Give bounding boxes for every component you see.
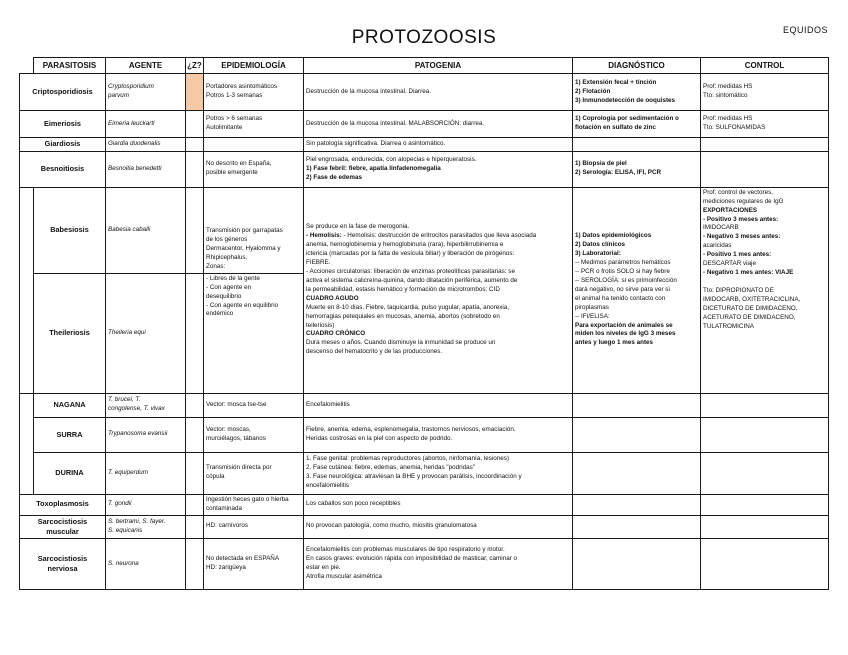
pathogenesis-cell: Encefalomielitis con problemas musculares de tipo respiratorio y motor. En casos graves: evolución rápida con imposibilidad de masticar, caminar o estar en pie. Atrofia muscular asimétrica (304, 539, 573, 590)
zoonosis-cell (186, 273, 204, 393)
control-cell: Prof: control de vectores, mediciones regulares de IgG EXPORTACIONES - Positivo 3 meses antes: IMIDOCARB - Negativo 3 meses antes: acaricidas - Positivo 1 mes antes: DESCARTAR viaje - Negativo 1 mes antes: VIAJE Tto: DIPROPIONATO DE IMIDOCARB, OXITETRACICLINA, DICETURATO DE DIMIDACENO, ACETURATO DE DIMIDACENO, TULATROMICINA (701, 187, 829, 393)
epidemiology-cell: Potros > 6 semanas Autolimitante (204, 111, 304, 138)
control-cell (701, 393, 829, 417)
col-header-diagnostico: DIAGNÓSTICO (573, 58, 701, 74)
pathogenesis-cell: Los caballos son poco receptibles (304, 494, 573, 515)
table-row (20, 417, 829, 452)
col-header-agente: AGENTE (106, 58, 186, 74)
pathogenesis-cell: Fiebre, anemia, edema, esplenomegalia, trastornos nerviosos, emaciación. Heridas costrosas en la piel con aspecto de podrido. (304, 417, 573, 452)
agent-cell: T. equiperdum (106, 452, 186, 494)
diagnosis-cell (573, 138, 701, 151)
control-cell: Prof: medidas HS Tto: SULFONAMIDAS (701, 111, 829, 138)
control-cell (701, 417, 829, 452)
parasitosis-cell: Eimeriosis (20, 111, 106, 138)
diagnosis-cell: 1) Coprología por sedimentación o flotación en sulfato de zinc (573, 111, 701, 138)
epidemiology-cell: Transmisión por garrapatas de los géneros Dermacentor, Hyalomma y Rhipicephalus. Zonas: (204, 187, 304, 273)
agent-cell: Theileria equi (106, 273, 186, 393)
table-row (20, 515, 829, 539)
agent-cell: T. gondii (106, 494, 186, 515)
parasitosis-cell: Sarcocistiosis muscular (20, 515, 106, 539)
epidemiology-cell: - Libres de la gente - Con agente en desequilibrio - Con agente en equilibrio endémico (204, 273, 304, 393)
zoonosis-cell (186, 111, 204, 138)
pathogenesis-cell: Encefalomielitis (304, 393, 573, 417)
protozoosis-table (19, 57, 829, 590)
agent-cell: S. neurona (106, 539, 186, 590)
epidemiology-cell (204, 138, 304, 151)
zoonosis-cell (186, 151, 204, 187)
diagnosis-cell: 1) Biopsia de piel 2) Serología: ELISA, IFI, PCR (573, 151, 701, 187)
parasitosis-cell: Toxoplasmosis (20, 494, 106, 515)
parasitosis-cell: Sarcocistiosis nerviosa (20, 539, 106, 590)
col-header-epidemiologia: EPIDEMIOLOGÍA (204, 58, 304, 74)
page-title: PROTOZOOSIS (351, 27, 497, 48)
control-cell (701, 138, 829, 151)
agent-cell: S. bertrami, S. fayer. S. equicanis (106, 515, 186, 539)
epidemiology-cell: Portadores asintomáticos Potros 1-3 semanas (204, 74, 304, 111)
agent-cell: Eimeria leuckarti (106, 111, 186, 138)
table-row (20, 393, 829, 417)
control-cell (701, 515, 829, 539)
epidemiology-cell: Transmisión directa por cópula (204, 452, 304, 494)
parasitosis-cell: SURRA (34, 417, 106, 452)
agent-cell: T. brucei, T. congolense, T. vivax (106, 393, 186, 417)
group-label-piroplasmosis (20, 187, 34, 393)
zoonosis-cell (186, 515, 204, 539)
species-label: EQUIDOS (782, 25, 828, 35)
diagnosis-cell (573, 515, 701, 539)
pathogenesis-cell: Destrucción de la mucosa intestinal. Diarrea. (304, 74, 573, 111)
epidemiology-cell: No detectada en ESPAÑA HD: zarigüeya (204, 539, 304, 590)
diagnosis-cell (573, 494, 701, 515)
col-header-control: CONTROL (701, 58, 829, 74)
parasitosis-cell: Babesiosis (34, 187, 106, 273)
zoonosis-marker (186, 74, 204, 111)
diagnosis-cell (573, 539, 701, 590)
zoonosis-cell (186, 187, 204, 273)
zoonosis-cell (186, 494, 204, 515)
col-header-patogenia: PATOGENIA (304, 58, 573, 74)
pathogenesis-cell: No provocan patología, como mucho, miositis granulomatosa (304, 515, 573, 539)
control-cell: Prof: medidas HS Tto: sintomático (701, 74, 829, 111)
control-cell (701, 151, 829, 187)
table-row (20, 74, 829, 111)
table-row (20, 138, 829, 151)
table-row (20, 494, 829, 515)
agent-cell: Babesia caballi (106, 187, 186, 273)
control-cell (701, 452, 829, 494)
pathogenesis-cell: Sin patología significativa. Diarrea o asintomático. (304, 138, 573, 151)
zoonosis-cell (186, 539, 204, 590)
pathogenesis-cell: Se produce en la fase de merogonia. - Hemolisis: - Hemolisis: destrucción de eritrocitos parasitados que lleva asociada anemia, hemoglobinemia y hemoglobinuria (rara), hiperbilirrubinemia e ictericia (marcadas por la falta de vesícula biliar) y liberación de pirógenos: FIEBRE. - Acciones circulatorias: liberación de enzimas proteolíticas parasitarias: se activa el sistema calicreína-quinina, dando dilatación periférica, aumento de la permeabilidad, estasis hemático y formación de microtrombos: CID CUADRO AGUDO Muerte en 8-10 días. Fiebre, taquicardia, pulso yugular, apatía, anorexia, hemorragias petequiales en mucosas, anemia, abortos (sobretodo en teileriosis) CUADRO CRÓNICO Dura meses o años. Cuando disminuye la inmunidad se produce un descenso del hematocrito y de las producciones. (304, 187, 573, 393)
parasitosis-cell: Theileriosis (34, 273, 106, 393)
agent-cell: Trypanosoma evansii (106, 417, 186, 452)
corner-cell (20, 58, 34, 74)
epidemiology-cell: Vector: mosca tse-tse (204, 393, 304, 417)
header-row (20, 58, 829, 74)
diagnosis-cell: 1) Extensión fecal + tinción 2) Flotación 3) Inmunodetección de ooquistes (573, 74, 701, 111)
parasitosis-cell: Besnoitiosis (20, 151, 106, 187)
pathogenesis-cell: Destrucción de la mucosa intestinal. MALABSORCIÓN: diarrea. (304, 111, 573, 138)
parasitosis-cell: Criptosporidiosis (20, 74, 106, 111)
diagnosis-cell: 1) Datos epidemiológicos 2) Datos clínicos 3) Laboratorial: -- Medimos parámetros hemáticos -- PCR o frotis SOLO si hay fiebre -- SEROLOGÍA: si es primoinfección dará negativo, no sirve para ver si el animal ha tenido contacto con piroplasmas -- IFI/ELISA: Para exportación de animales se miden los niveles de IgG 3 meses antes y luego 1 mes antes (573, 187, 701, 393)
agent-cell: Besnoitia benedetti (106, 151, 186, 187)
diagnosis-cell (573, 452, 701, 494)
pathogenesis-cell: Piel engrosada, endurecida, con alopecias e hiperqueratosis. 1) Fase febril: fiebre, apatía linfadenomegalia 2) Fase de edemas (304, 151, 573, 187)
diagnosis-cell (573, 393, 701, 417)
col-header-parasitosis: PARASITOSIS (34, 58, 106, 74)
parasitosis-cell: DURINA (34, 452, 106, 494)
table-row (20, 452, 829, 494)
parasitosis-cell: NAGANA (34, 393, 106, 417)
zoonosis-cell (186, 393, 204, 417)
pathogenesis-cell: 1. Fase genital: problemas reproductores (abortos, ninfomanía, lesiones) 2. Fase cutánea: fiebre, edemas, anemia, heridas "podridas" 3. Fase neurológica: atraviesan la BHE y provocan parálisis, incoordinación y encefalomielitis (304, 452, 573, 494)
table-row (20, 151, 829, 187)
zoonosis-cell (186, 417, 204, 452)
agent-cell: Cryptosporidium parvum (106, 74, 186, 111)
col-header-zoonosis: ¿Z? (186, 58, 204, 74)
table-row (20, 187, 829, 273)
zoonosis-cell (186, 138, 204, 151)
epidemiology-cell: HD: carnívoros (204, 515, 304, 539)
diagnosis-cell (573, 417, 701, 452)
table-row (20, 111, 829, 138)
epidemiology-cell: Ingestión heces gato o hierba contaminada (204, 494, 304, 515)
control-cell (701, 494, 829, 515)
parasitosis-cell: Giardiosis (20, 138, 106, 151)
zoonosis-cell (186, 452, 204, 494)
control-cell (701, 539, 829, 590)
agent-cell: Giardia duodenalis (106, 138, 186, 151)
table-row (20, 539, 829, 590)
group-label-tripanosomosis (20, 393, 34, 494)
epidemiology-cell: No descrito en España, posible emergente (204, 151, 304, 187)
epidemiology-cell: Vector: moscas, murciélagos, tábanos (204, 417, 304, 452)
